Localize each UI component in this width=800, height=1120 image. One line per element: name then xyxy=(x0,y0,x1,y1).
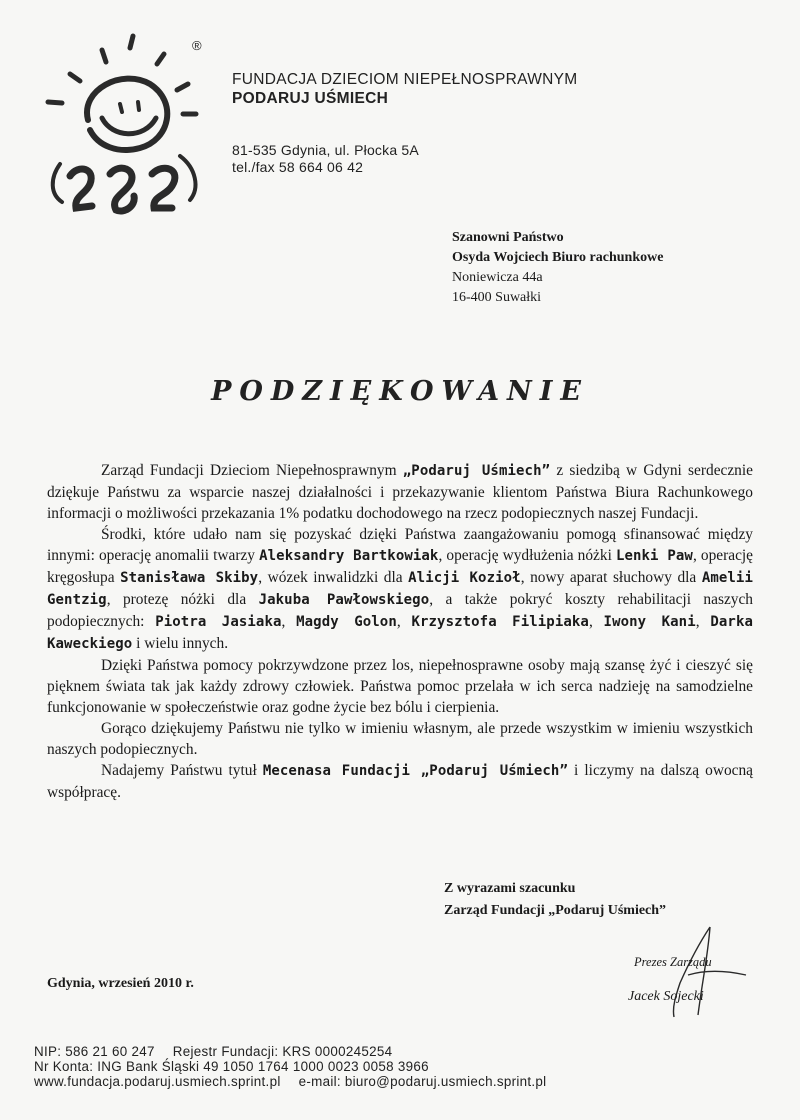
recipient-line-4: 16-400 Suwałki xyxy=(452,290,542,305)
closing-line-1: Z wyrazami szacunku xyxy=(444,881,576,896)
address-line-2: tel./fax 58 664 06 42 xyxy=(232,159,364,175)
footer-registry: Rejestr Fundacji: KRS 0000245254 xyxy=(172,1044,393,1059)
foundation-logo xyxy=(40,28,210,223)
body-paragraph-2: Środki, które udało nam się pozyskać dzięki Państwa zaangażowaniu pomogą sfinansować między innymi: operację anomalii twarzy Aleksandry Bartkowiak, operację wydłużenia nóżki Lenki Paw, operację kręgosłupa Stanisława Skiby, wózek inwalidzki dla Alicji Kozioł, nowy aparat słuchowy dla Amelii Gentzig, protezę nóżki dla Jakuba Pawłowskiego, a także pokryć koszty rehabilitacji naszych podopiecznych: Piotra Jasiaka, Magdy Golon, Krzysztofa Filipiaka, Iwony Kani, Darka Kaweckiego i wielu innych. xyxy=(47,526,754,652)
body-paragraph-4: Gorąco dziękujemy Państwu nie tylko w imieniu własnym, ale przede wszystkim w imieniu wszystkich naszych podopiecznych. xyxy=(47,720,753,758)
closing-line-2: Zarząd Fundacji „Podaruj Uśmiech” xyxy=(444,903,667,918)
recipient-block xyxy=(452,228,663,308)
signature-block xyxy=(628,925,768,1020)
registered-mark: ® xyxy=(192,38,202,53)
signature-scribble xyxy=(628,925,768,1020)
signatory-role: Prezes Zarządu xyxy=(634,955,712,969)
address-line-1: 81-535 Gdynia, ul. Płocka 5A xyxy=(232,142,419,158)
footer-row-3 xyxy=(34,1074,546,1089)
letter-body xyxy=(47,460,753,803)
footer-row-1 xyxy=(34,1044,546,1059)
footer-bank-account: Nr Konta: ING Bank Śląski 49 1050 1764 1000 0023 0058 3966 xyxy=(34,1059,429,1074)
body-paragraph-5: Nadajemy Państwu tytuł Mecenasa Fundacji „Podaruj Uśmiech” i liczymy na dalszą owocną współpracę. xyxy=(47,762,753,801)
letter-title: PODZIĘKOWANIE xyxy=(211,376,589,407)
organization-address xyxy=(232,142,419,176)
footer xyxy=(34,1044,546,1089)
recipient-line-1: Szanowni Państwo xyxy=(452,230,564,245)
place-and-date: Gdynia, wrzesień 2010 r. xyxy=(47,976,194,991)
org-line-2: PODARUJ UŚMIECH xyxy=(232,90,389,107)
body-paragraph-1: Zarząd Fundacji Dzieciom Niepełnosprawnym „Podaruj Uśmiech” z siedzibą w Gdyni serdecznie dziękuje Państwu za wsparcie naszej działalności i przekazywanie klientom Państwa Biura Rachunkowego informacji o możliwości przekazania 1% podatku dochodowego na rzecz podopiecznych naszej Fundacji. xyxy=(47,462,753,522)
signatory-name: Jacek Sojecki xyxy=(628,989,704,1004)
body-paragraph-3: Dzięki Państwa pomocy pokrzywdzone przez los, niepełnosprawne osoby mają szansę żyć i cieszyć się pięknem świata tak jak każdy zdrowy człowiek. Państwa pomoc przelała w ich serca nadzieję na samodzielne funkcjonowanie w społeczeństwie oraz godne życie bez bólu i cierpienia. xyxy=(47,657,753,716)
footer-row-2 xyxy=(34,1059,546,1074)
closing-block xyxy=(444,878,666,922)
footer-nip: NIP: 586 21 60 247 xyxy=(34,1044,155,1059)
footer-email: e-mail: biuro@podaruj.usmiech.sprint.pl xyxy=(298,1074,547,1089)
organization-name xyxy=(232,70,578,108)
recipient-line-2: Osyda Wojciech Biuro rachunkowe xyxy=(452,250,664,265)
footer-website: www.fundacja.podaruj.usmiech.sprint.pl xyxy=(34,1074,281,1089)
org-line-1: FUNDACJA DZIECIOM NIEPEŁNOSPRAWNYM xyxy=(232,71,578,88)
recipient-line-3: Noniewicza 44a xyxy=(452,270,543,285)
